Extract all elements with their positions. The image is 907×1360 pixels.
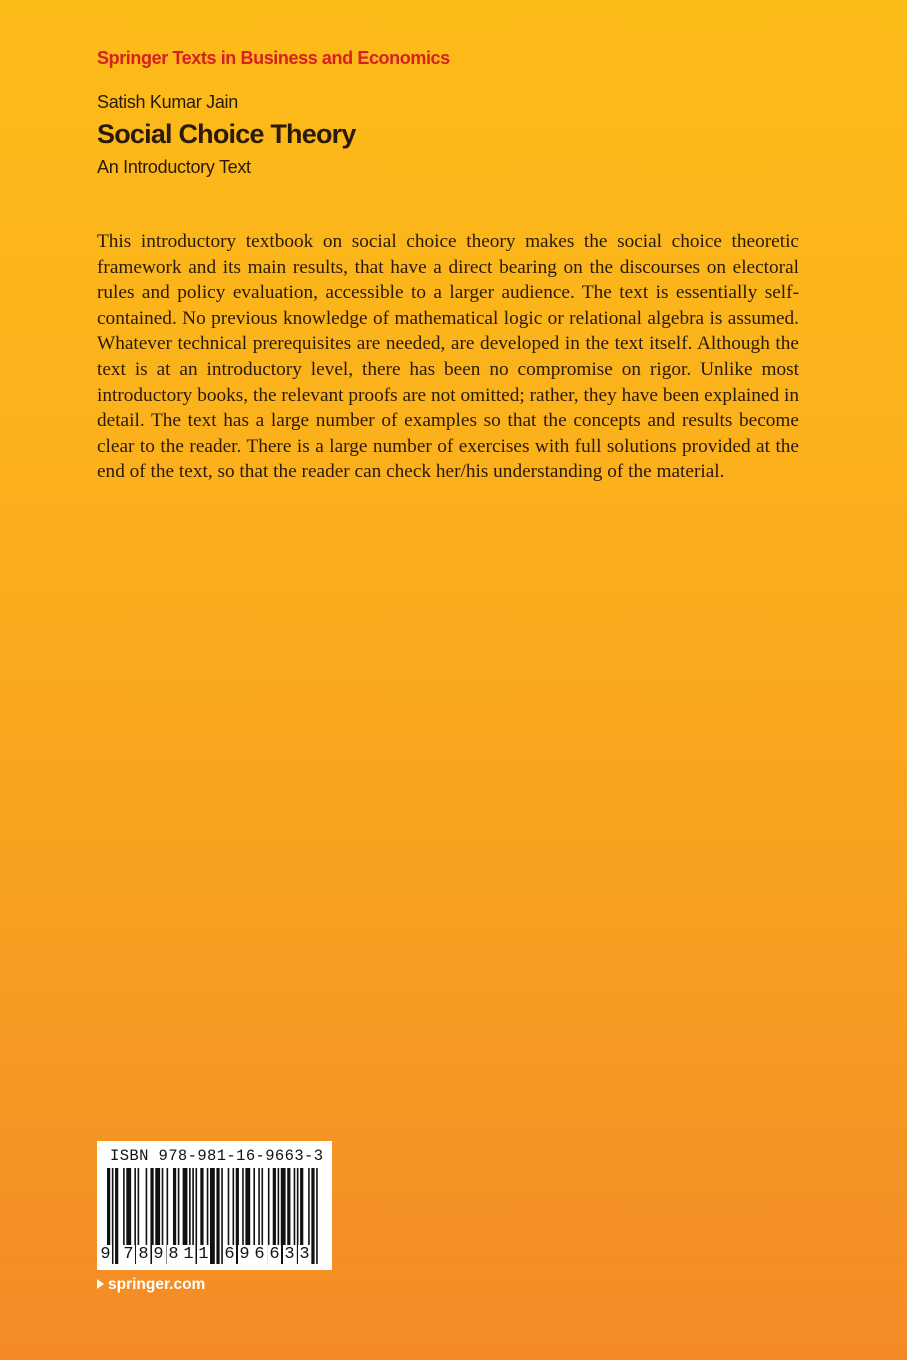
series-title: Springer Texts in Business and Economics <box>97 48 450 68</box>
barcode-digit: 9 <box>100 1245 111 1264</box>
isbn-label: ISBN 978-981-16-9663-3 <box>110 1147 324 1165</box>
barcode-digit: 3 <box>299 1245 310 1264</box>
isbn-barcode <box>97 1141 332 1270</box>
barcode-digit: 9 <box>239 1245 250 1264</box>
barcode-digit: 1 <box>183 1245 194 1264</box>
website-label: springer.com <box>108 1276 206 1293</box>
book-description: This introductory textbook on social choice theory makes the social choice theoretic framework and its main results, that have a direct bearing on the discourses on electoral rules and policy evaluation, accessible to a larger audience. The text is essentially self-contained. No previous knowledge of mathematical logic or relational algebra is assumed. Whatever technical prerequisites are needed, are developed in the text itself. Although the text is at an introductory level, there has been no compromise on rigor. Unlike most introductory books, the relevant proofs are not omitted; rather, they have been explained in detail. The text has a large number of examples so that the concepts and results become clear to the reader. There is a large number of exercises with full solutions provided at the end of the text, so that the reader can check her/his understanding of the material. <box>97 231 799 483</box>
barcode-digits <box>97 1245 332 1267</box>
barcode-digit: 1 <box>198 1245 209 1264</box>
barcode-digit: 6 <box>269 1245 280 1264</box>
barcode-digit: 7 <box>123 1245 134 1264</box>
barcode-digit: 6 <box>224 1245 235 1264</box>
publisher-website[interactable] <box>97 1276 205 1294</box>
author-name: Satish Kumar Jain <box>97 92 238 112</box>
barcode-digit: 8 <box>168 1245 179 1264</box>
arrow-right-icon <box>97 1279 104 1289</box>
barcode-digit: 8 <box>138 1245 149 1264</box>
book-title: Social Choice Theory <box>97 119 356 149</box>
barcode-digit: 9 <box>153 1245 164 1264</box>
barcode-digit: 6 <box>254 1245 265 1264</box>
barcode-digit: 3 <box>284 1245 295 1264</box>
book-subtitle: An Introductory Text <box>97 157 251 177</box>
